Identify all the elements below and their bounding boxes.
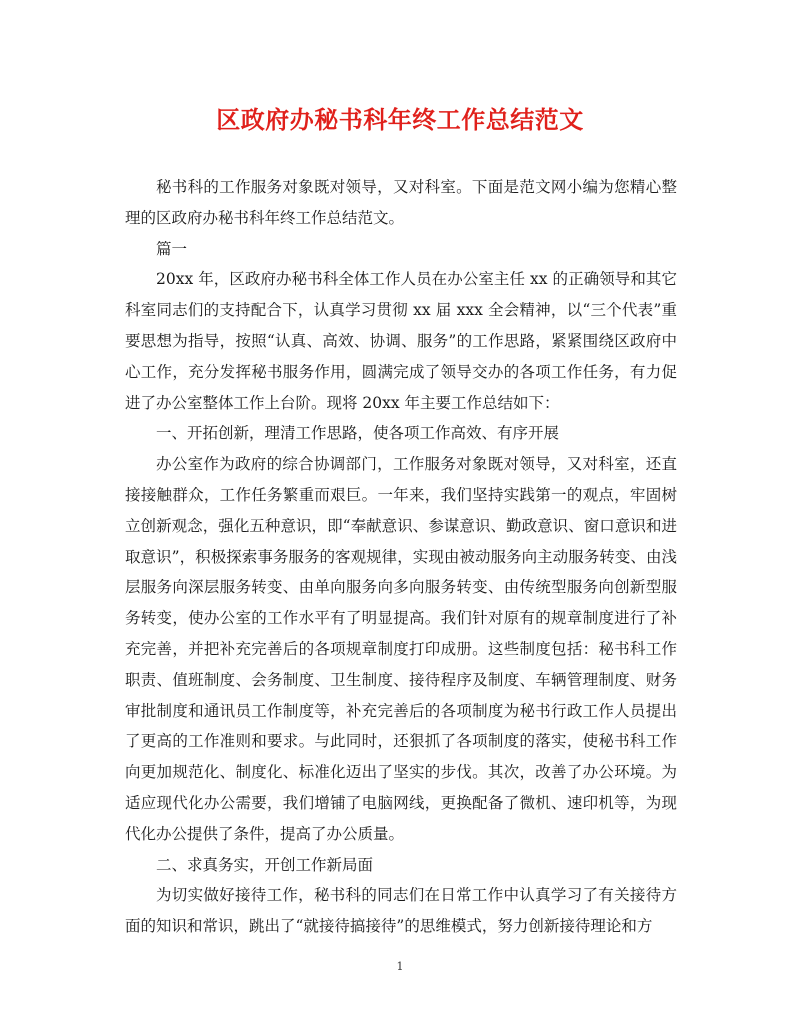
document-body [125,172,677,942]
body-paragraph: 20xx 年，区政府办秘书科全体工作人员在办公室主任 xx 的正确领导和其它科室同志们的支持配合下，认真学习贯彻 xx 届 xxx 全会精神，以“三个代表”重要思想为指导，按照“认真、高效、协调、服务”的工作思路，紧紧围绕区政府中心工作，充分发挥秘书服务作用，圆满完成了领导交办的各项工作任务，有力促进了办公室整体工作上台阶。现将 20xx 年主要工作总结如下： [125,270,677,412]
section-heading: 一、开拓创新，理清工作思路，使各项工作高效、有序开展 [156,424,560,443]
section-label: 篇一 [156,239,188,258]
page-number: 1 [396,960,404,973]
document-title: 区政府办秘书科年终工作总结范文 [216,105,584,134]
intro-paragraph: 秘书科的工作服务对象既对领导，又对科室。下面是范文网小编为您精心整理的区政府办秘书科年终工作总结范文。 [125,178,677,227]
body-paragraph: 为切实做好接待工作，秘书科的同志们在日常工作中认真学习了有关接待方面的知识和常识，跳出了“就接待搞接待”的思维模式，努力创新接待理论和方 [125,886,677,936]
body-paragraph: 办公室作为政府的综合协调部门，工作服务对象既对领导，又对科室，还直接接触群众，工作任务繁重而艰巨。一年来，我们坚持实践第一的观点，牢固树立创新观念，强化五种意识，即“奉献意识、参谋意识、勤政意识、窗口意识和进取意识”，积极探索事务服务的客观规律，实现由被动服务向主动服务转变、由浅层服务向深层服务转变、由单向服务向多向服务转变、由传统型服务向创新型服务转变，使办公室的工作水平有了明显提高。我们针对原有的规章制度进行了补充完善，并把补充完善后的各项规章制度打印成册。这些制度包括：秘书科工作职责、值班制度、会务制度、卫生制度、接待程序及制度、车辆管理制度、财务审批制度和通讯员工作制度等，补充完善后的各项制度为秘书行政工作人员提出了更高的工作准则和要求。与此同时，还狠抓了各项制度的落实，使秘书科工作向更加规范化、制度化、标准化迈出了坚实的步伐。其次，改善了办公环境。为适应现代化办公需要，我们增铺了电脑网线，更换配备了微机、速印机等，为现代化办公提供了条件，提高了办公质量。 [125,455,677,843]
section-heading: 二、求真务实，开创工作新局面 [156,855,374,874]
